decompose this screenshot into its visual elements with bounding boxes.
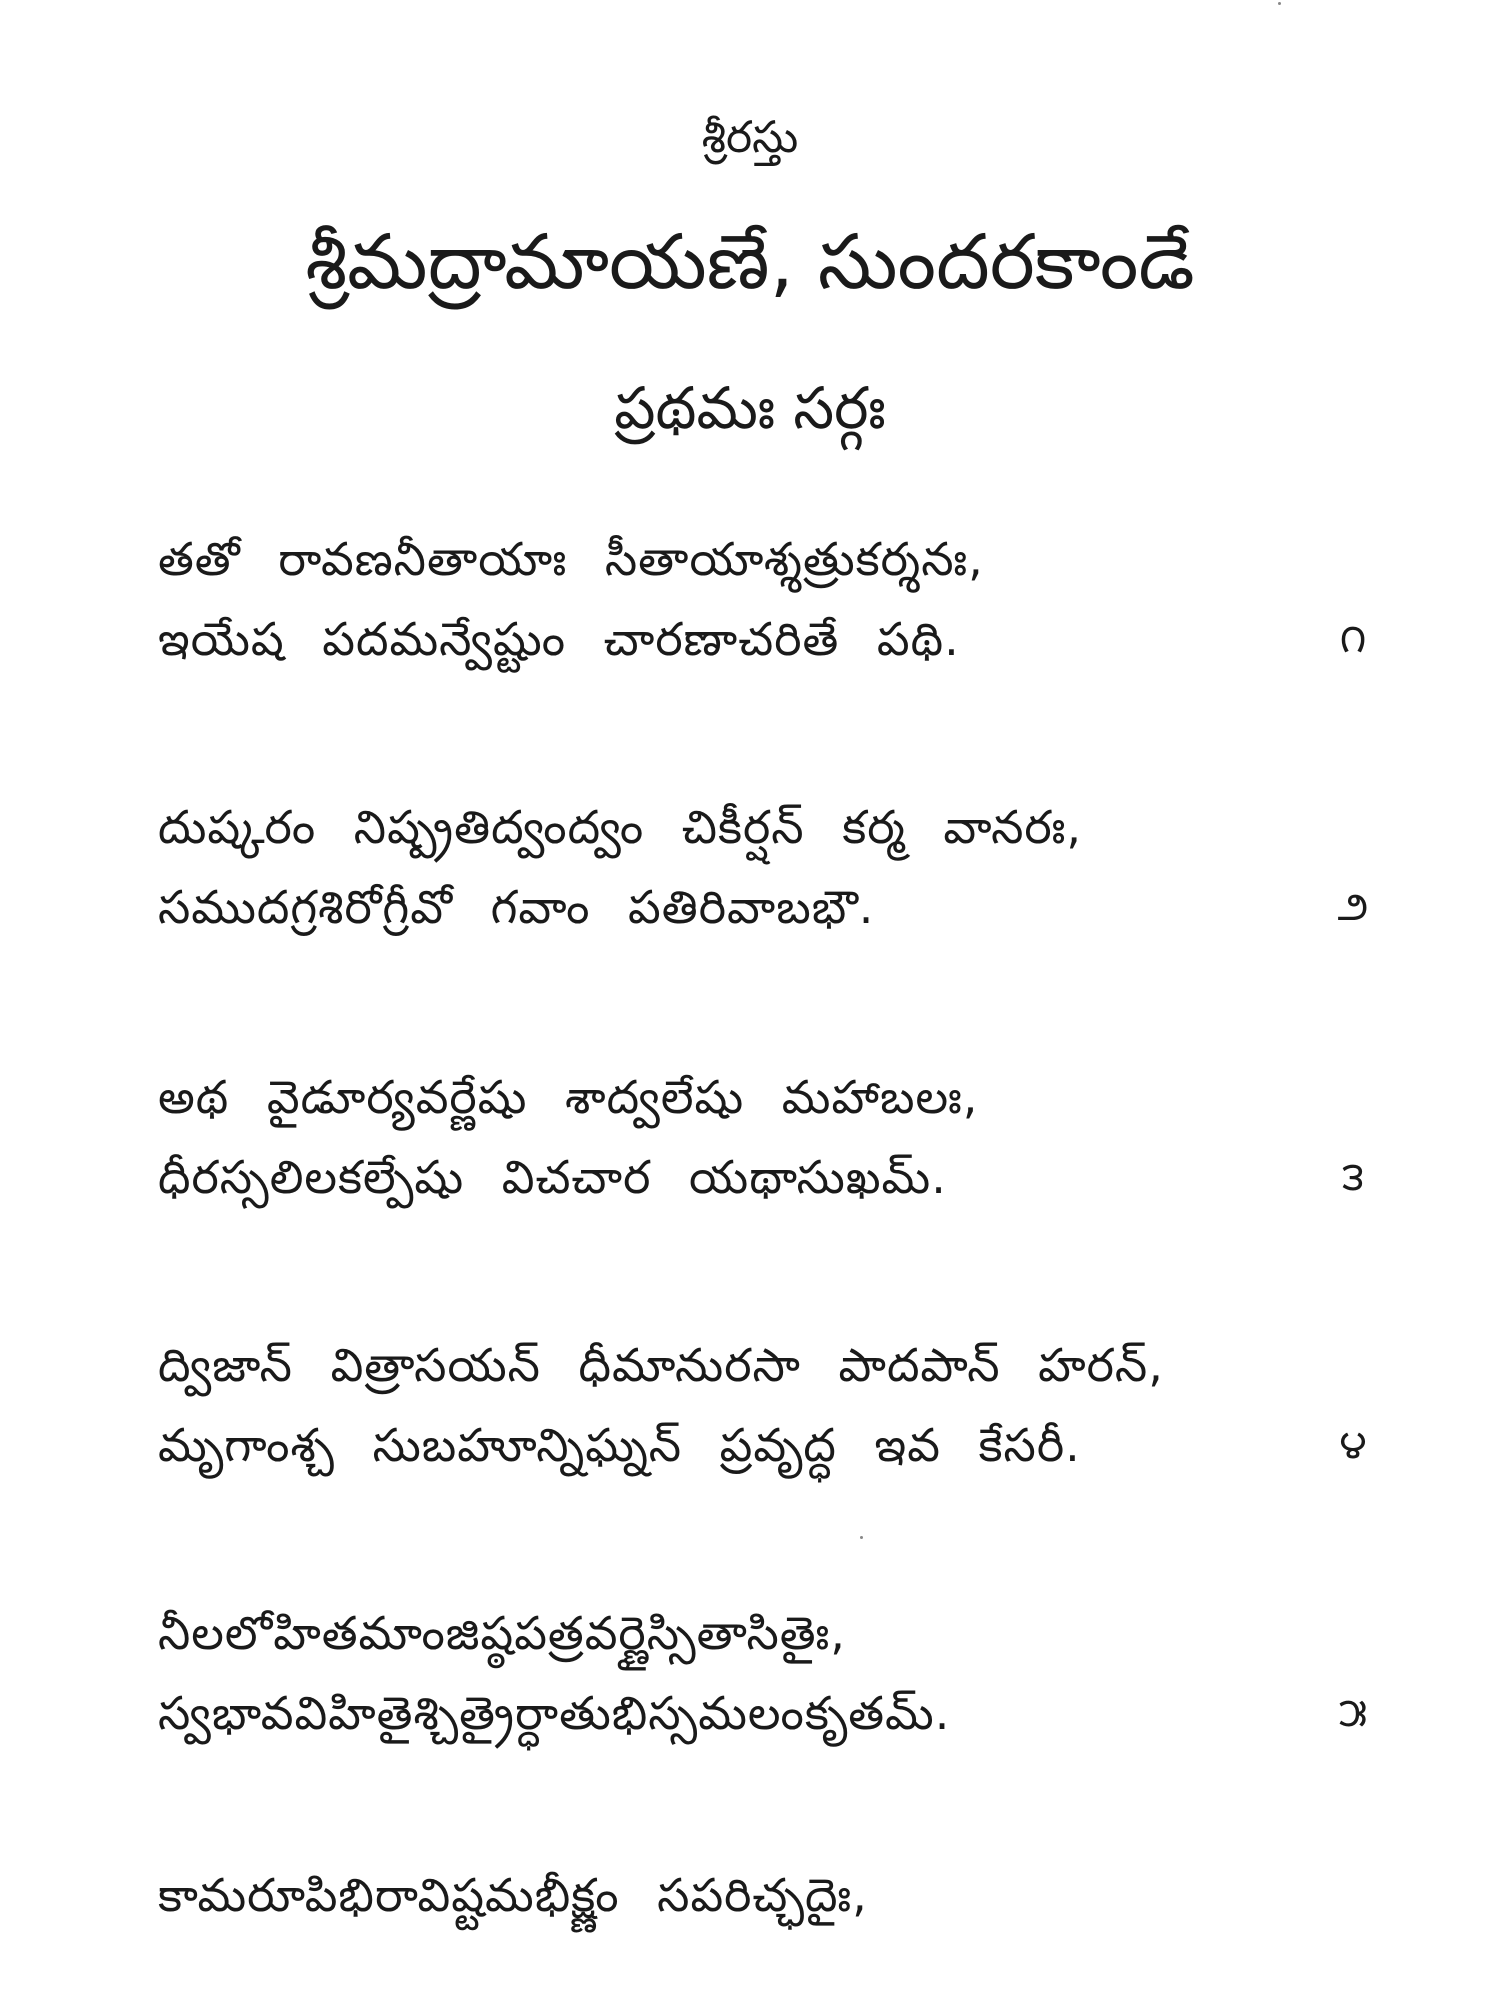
verse-line: మృగాంశ్చ సుబహూన్నిఘ్నన్ ప్రవృద్ధ ఇవ కేసరీ. [158,1418,1081,1472]
verse-line: కామరూపిభిరావిష్టమభీక్ష్ణం సపరిచ్ఛదైః, [158,1868,868,1922]
page-title: శ్రీమద్రామాయణే, సుందరకాండే [305,217,1195,306]
verse-line: ధీరస్సలిలకల్పేషు విచచార యథాసుఖమ్. [158,1150,947,1204]
verse-number: ౧ [1339,616,1367,662]
verse-number: ౩ [1342,1154,1364,1200]
verse-line: తతో రావణనీతాయాః సీతాయాశ్శత్రుకర్శనః, [158,532,984,586]
verse-number: ౨ [1337,884,1369,930]
verse-line: స్వభావవిహితైశ్చిత్రైర్ధాతుభిస్సమలంకృతమ్. [158,1686,951,1740]
blessing-heading: శ్రీరస్తు [701,112,799,163]
verse-line: సముదగ్రశిరోగ్రీవో గవాం పతిరివాబభౌ. [158,880,875,934]
verse-line: అథ వైడూర్యవర్ణేషు శాద్వలేషు మహాబలః, [158,1070,979,1124]
verse-number: ౪ [1339,1422,1367,1468]
verse-line: ద్విజాన్ విత్రాసయన్ ధీమానురసా పాదపాన్ హరన్, [158,1338,1164,1392]
scan-speck [860,1536,863,1539]
verse-line: దుష్కరం నిష్ప్రతిద్వంద్వం చికీర్షన్ కర్మ వానరః, [158,800,1082,854]
verse-line: నీలలోహితమాంజిష్ఠపత్రవర్ణైస్సితాసితైః, [158,1606,846,1660]
scan-speck [1278,2,1281,5]
section-heading: ప్రథమః సర్గః [614,374,886,442]
verse-number: ౫ [1338,1690,1368,1736]
verse-line: ఇయేష పదమన్వేష్టుం చారణాచరితే పథి. [158,612,960,666]
